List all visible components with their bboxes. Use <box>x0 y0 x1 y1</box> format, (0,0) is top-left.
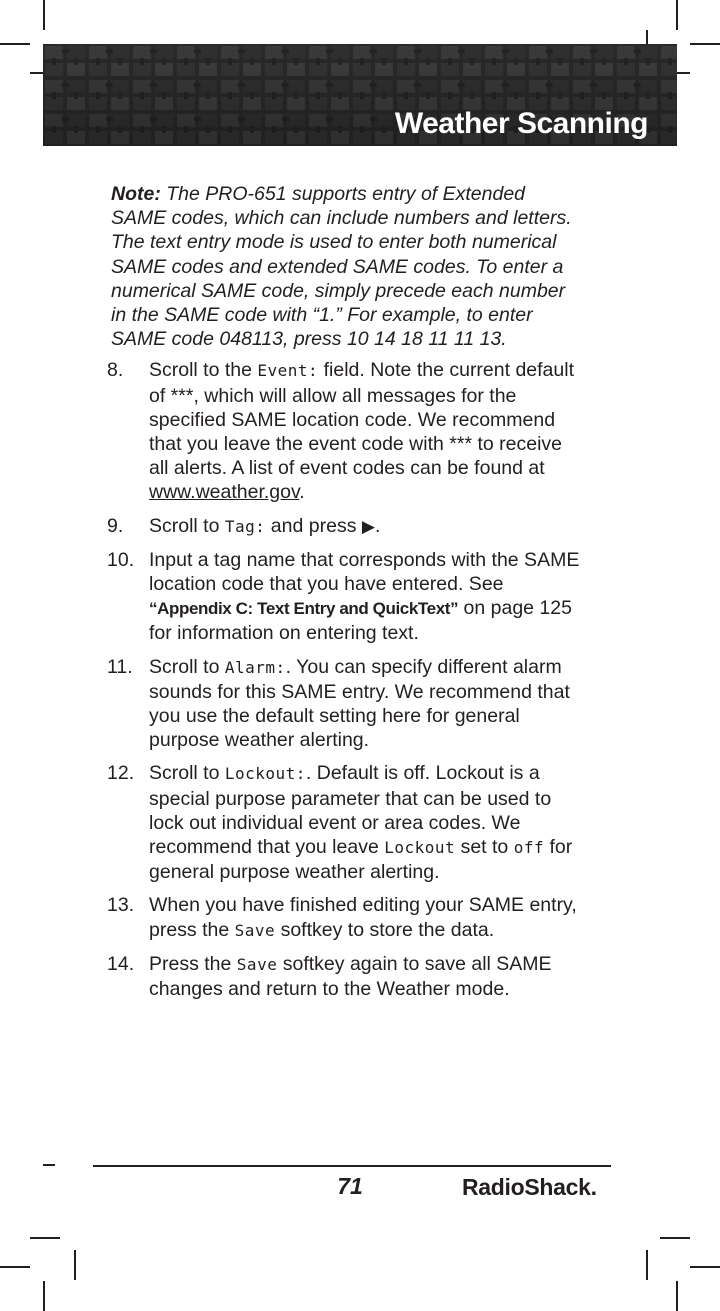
step-text: and press <box>265 514 362 537</box>
step-item <box>107 655 581 753</box>
crop-mark <box>690 1266 720 1268</box>
step-item <box>107 548 581 646</box>
crop-mark <box>43 0 45 30</box>
crop-mark <box>43 1281 45 1311</box>
crop-mark <box>74 1250 76 1280</box>
step-text: . Default is off. Lockout is a special purpose parameter that can be used to lock out individual event or area codes. We recommend that you leave <box>149 762 552 859</box>
step-text: Scroll to <box>149 514 225 537</box>
crop-mark <box>660 1237 690 1239</box>
radioshack-logo: RadioShack. <box>462 1174 597 1200</box>
note-paragraph <box>111 182 581 351</box>
step-item <box>107 514 581 539</box>
crop-mark <box>676 0 678 30</box>
step-text: Scroll to <box>149 762 225 785</box>
step-text: softkey to store the data. <box>275 918 495 941</box>
step-number: 8. <box>107 359 124 382</box>
step-number: 9. <box>107 514 124 537</box>
step-text: field. Note the current default of ***, which will allow all messages for the specified SAME location code. We recommend that you leave the event code with *** to receive all alerts. A list of event codes can be found at <box>149 359 575 480</box>
crop-mark <box>43 1164 55 1166</box>
step-text: Press the <box>149 952 237 975</box>
lcd-text: Event: <box>257 361 319 381</box>
step-text: When you have finished editing your SAME entry, press the <box>149 894 577 941</box>
appendix-cross-reference[interactable]: “Appendix C: Text Entry and QuickText” <box>149 599 459 619</box>
step-text: Scroll to <box>149 655 225 678</box>
lcd-text: off <box>513 838 545 858</box>
step-number: 11. <box>107 655 133 678</box>
crop-mark <box>0 1266 30 1268</box>
step-number: 14. <box>107 952 135 975</box>
weather-gov-link[interactable]: www.weather.gov <box>149 481 300 504</box>
step-text: . You can specify different alarm sounds for this SAME entry. We recommend that you use the default setting here for general purpose weather alerting. <box>149 655 570 752</box>
step-item <box>107 952 581 1001</box>
lcd-text: Save <box>236 954 278 974</box>
play-arrow-icon: ▶ <box>361 516 375 536</box>
note-label: Note: <box>111 183 161 205</box>
step-text: softkey again to save all SAME changes and return to the Weather mode. <box>149 952 552 1001</box>
step-text: Scroll to the <box>149 359 258 382</box>
step-number: 12. <box>107 762 135 785</box>
page-number: 71 <box>337 1173 363 1199</box>
step-text: . <box>374 514 381 537</box>
page-content <box>107 182 581 1010</box>
step-number: 10. <box>107 548 135 571</box>
lcd-text: Save <box>234 920 276 940</box>
crop-mark <box>646 1250 648 1280</box>
note-text: The PRO-651 supports entry of Extended SAME codes, which can include numbers and letters. The text entry mode is used to enter both numerical SAME codes and extended SAME codes. To enter a numerical SAME code, simply precede each number in the SAME code with “1.” For example, to enter SAME code 048113, press 10 14 18 11 11 13. <box>111 183 572 351</box>
step-text: . <box>299 481 305 504</box>
lcd-text: Tag: <box>224 516 266 536</box>
step-item <box>107 893 581 942</box>
chapter-title: Weather Scanning <box>394 107 648 140</box>
crop-mark <box>690 43 720 45</box>
step-text: on page 125 for information on entering text. <box>149 597 572 645</box>
footer-divider <box>93 1165 611 1167</box>
step-item <box>107 761 581 884</box>
crop-mark <box>676 1281 678 1311</box>
crop-mark <box>0 43 30 45</box>
step-text: set to <box>455 836 514 859</box>
step-text: for general purpose weather alerting. <box>149 836 573 884</box>
step-number: 13. <box>107 894 135 917</box>
lcd-text: Alarm: <box>224 657 286 677</box>
step-text: Input a tag name that corresponds with the SAME location code that you have entered. See <box>149 548 580 596</box>
crop-mark <box>30 1237 60 1239</box>
step-item <box>107 358 581 504</box>
lcd-text: Lockout: <box>224 764 306 784</box>
lcd-text: Lockout <box>384 838 456 858</box>
